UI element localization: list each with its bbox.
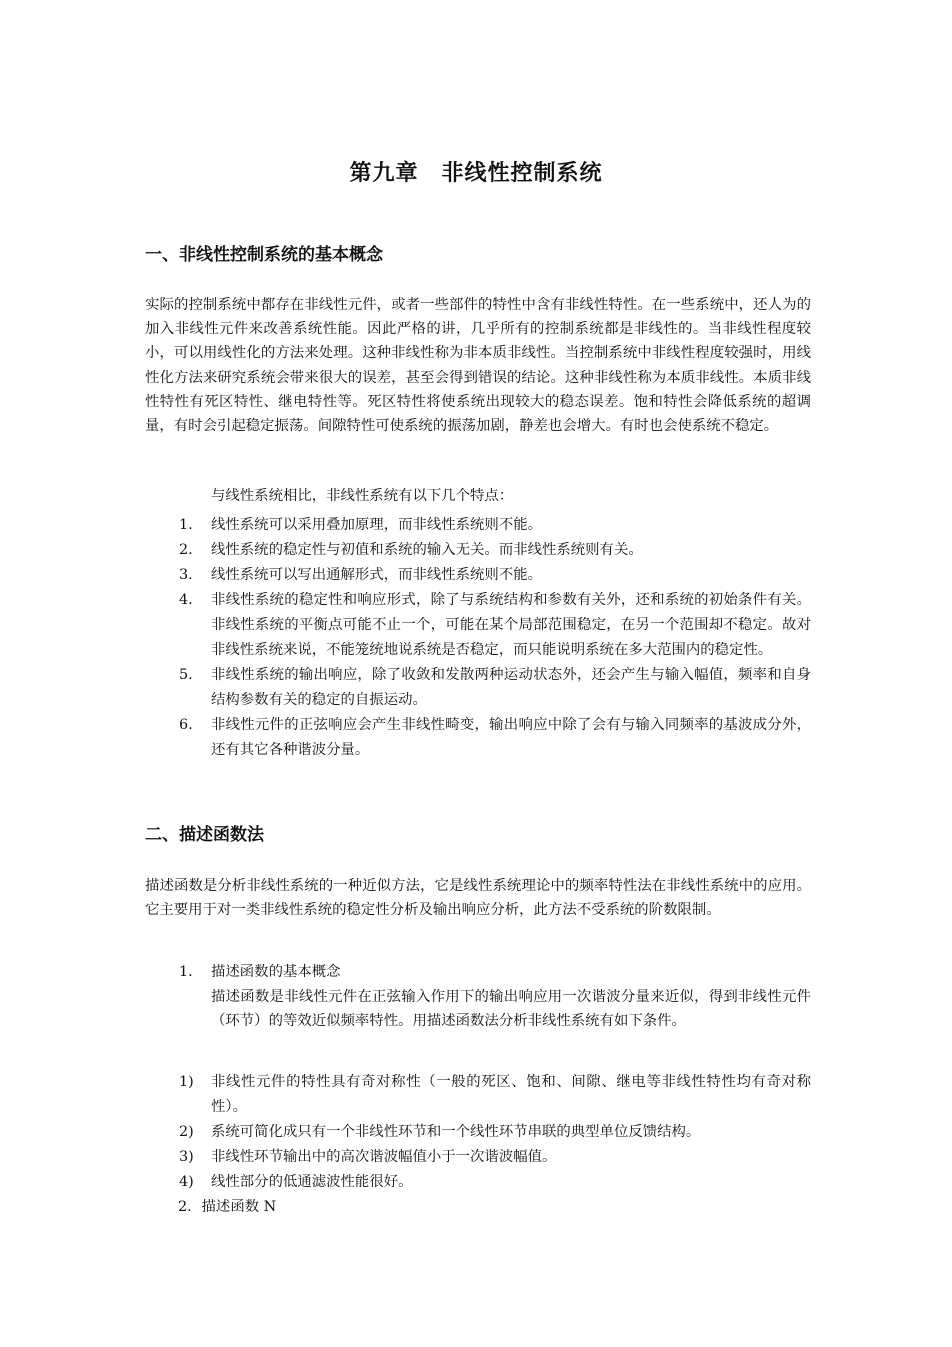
subsection-title: 描述函数的基本概念: [211, 964, 341, 980]
list-item-text: 系统可简化成只有一个非线性环节和一个线性环节串联的典型单位反馈结构。: [211, 1124, 701, 1140]
list-item-number: 3.: [179, 567, 193, 583]
subsection-describing-function-n: 2．描述函数 N: [178, 1199, 277, 1215]
list-item-number: 3): [179, 1149, 194, 1165]
list-item: [145, 538, 811, 563]
chapter-title: 第九章 非线性控制系统: [349, 161, 603, 186]
list-item-number: 1.: [179, 517, 193, 533]
list-item-text: 线性系统可以写出通解形式，而非线性系统则不能。: [211, 567, 542, 583]
list-item-text: 线性系统的稳定性与初值和系统的输入无关。而非线性系统则有关。: [211, 542, 643, 558]
section1-paragraph: 实际的控制系统中都存在非线性元件，或者一些部件的特性中含有非线性特性。在一些系统中，还人为的加入非线性元件来改善系统性能。因此严格的讲，几乎所有的控制系统都是非线性的。当非线性程度较小，可以用线性化的方法来处理。这种非线性称为非本质非线性。当控制系统中非线性程度较强时，用线性化方法来研究系统会带来很大的误差，甚至会得到错误的结论。这种非线性称为本质非线性。本质非线性特性有死区特性、继电特性等。死区特性将使系统出现较大的稳态误差。饱和特性会降低系统的超调量，有时会引起稳定振荡。间隙特性可使系统的振荡加剧，静差也会增大。有时也会使系统不稳定。: [145, 297, 811, 435]
describing-function-concept: [145, 960, 811, 1033]
list-item-number: 4): [179, 1174, 194, 1190]
list-item: [145, 713, 811, 763]
section2-paragraph: 描述函数是分析非线性系统的一种近似方法，它是线性系统理论中的频率特性法在非线性系统中的应用。它主要用于对一类非线性系统的稳定性分析及输出响应分析，此方法不受系统的阶数限制。: [145, 878, 811, 919]
list-item-number: 2): [179, 1124, 194, 1140]
list-item-number: 4.: [179, 592, 193, 608]
list-item-text: 非线性元件的正弦响应会产生非线性畸变，输出响应中除了会有与输入同频率的基波成分外，还有其它各种谐波分量。: [211, 717, 811, 758]
features-intro: 与线性系统相比，非线性系统有以下几个特点：: [211, 488, 514, 504]
subsection-text: 描述函数是非线性元件在正弦输入作用下的输出响应用一次谐波分量来近似，得到非线性元件（环节）的等效近似频率特性。用描述函数法分析非线性系统有如下条件。: [211, 989, 811, 1030]
list-item-text: 非线性元件的特性具有奇对称性（一般的死区、饱和、间隙、继电等非线性特性均有奇对称性）。: [211, 1074, 811, 1115]
list-item-number: 2.: [179, 542, 193, 558]
list-item-text: 非线性系统的稳定性和响应形式，除了与系统结构和参数有关外，还和系统的初始条件有关。非线性系统的平衡点可能不止一个，可能在某个局部范围稳定，在另一个范围却不稳定。故对非线性系统来说，不能笼统地说系统是否稳定，而只能说明系统在多大范围内的稳定性。: [211, 592, 811, 658]
list-item: [145, 1145, 811, 1170]
conditions-list: [145, 1070, 811, 1195]
list-item: [145, 1170, 811, 1195]
list-item-number: 5.: [179, 667, 193, 683]
section-heading-describing-function: 二、描述函数法: [145, 825, 264, 845]
section-heading-basic-concepts: 一、非线性控制系统的基本概念: [145, 245, 383, 265]
list-item-number: 1.: [179, 964, 193, 980]
list-item: [145, 960, 811, 1033]
list-item-text: 非线性系统的输出响应，除了收敛和发散两种运动状态外，还会产生与输入幅值，频率和自身结构参数有关的稳定的自振运动。: [211, 667, 811, 708]
list-item: [145, 513, 811, 538]
list-item-number: 6.: [179, 717, 193, 733]
list-item-text: 非线性环节输出中的高次谐波幅值小于一次谐波幅值。: [211, 1149, 557, 1165]
list-item: [145, 663, 811, 713]
features-list: [145, 513, 811, 763]
list-item-text: 线性部分的低通滤波性能很好。: [211, 1174, 413, 1190]
list-item: [145, 588, 811, 663]
list-item-number: 1): [179, 1074, 194, 1090]
list-item: [145, 1120, 811, 1145]
list-item: [145, 563, 811, 588]
list-item-text: 线性系统可以采用叠加原理，而非线性系统则不能。: [211, 517, 542, 533]
list-item: [145, 1070, 811, 1120]
